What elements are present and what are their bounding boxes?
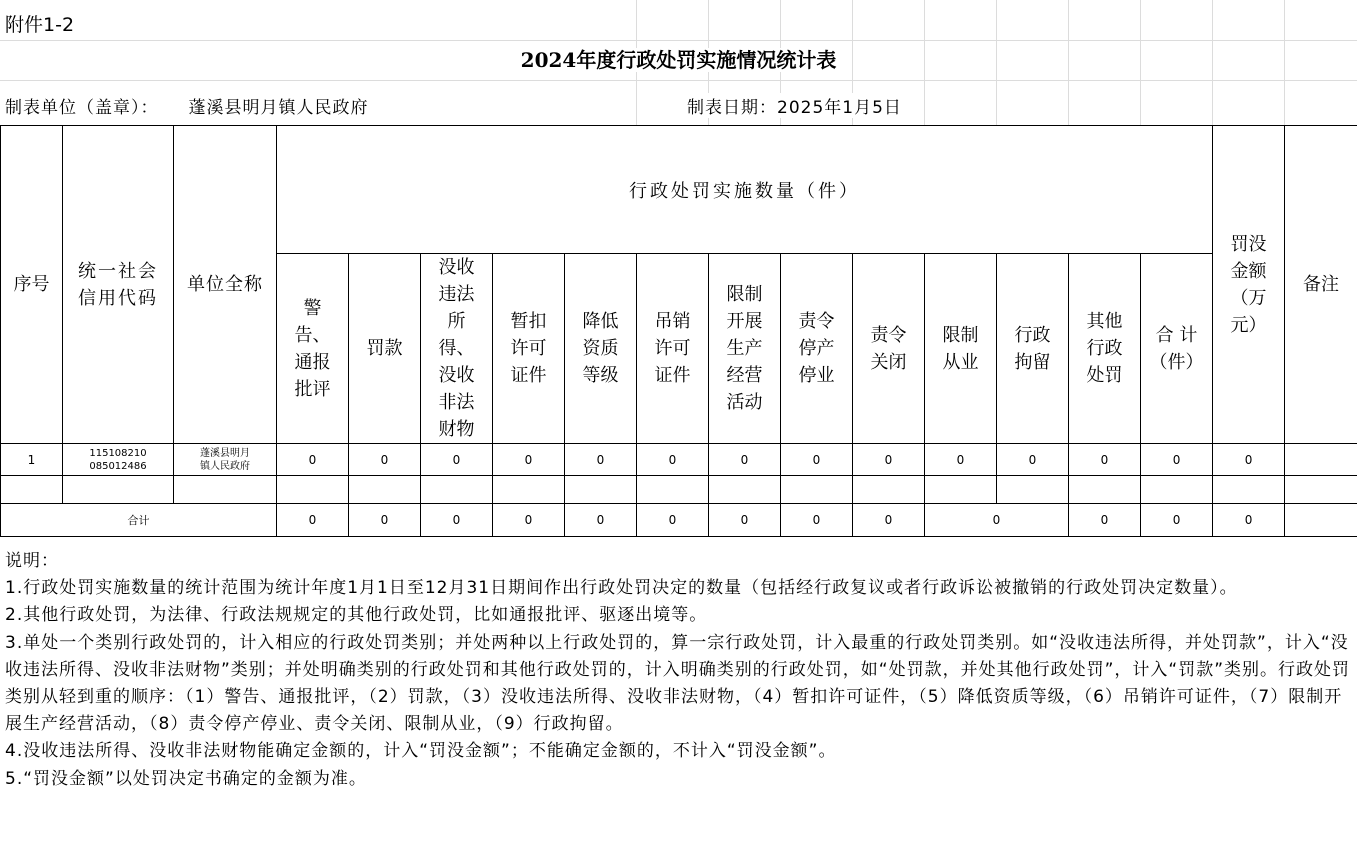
row1-credit-code bbox=[63, 444, 174, 476]
unit-line bbox=[5, 93, 369, 118]
total-value: 0 bbox=[709, 504, 781, 537]
attachment-label: 附件1-2 bbox=[5, 10, 78, 37]
total-value: 0 bbox=[853, 504, 925, 537]
row1-name-line2: 镇人民政府 bbox=[200, 460, 250, 472]
row1-name-line1: 蓬溪县明月 bbox=[200, 447, 250, 459]
subheader-lower-qualification bbox=[565, 254, 637, 444]
subheader-fine bbox=[349, 254, 421, 444]
subheader-revoke-license-text: 吊销许可证件 bbox=[654, 311, 691, 386]
total-value: 0 bbox=[565, 504, 637, 537]
row1-value: 0 bbox=[637, 444, 709, 476]
subheader-warning bbox=[277, 254, 349, 444]
note-item: 3.单处一个类别行政处罚的，计入相应的行政处罚类别；并处两种以上行政处罚的，算一宗行政处罚，计入最重的行政处罚类别。如“没收违法所得，并处罚款”，计入“没收违法所得、没收非法财物”类别；并处明确类别的行政处罚和其他行政处罚的，计入明确类别的行政处罚，如“处罚款，并处其他行政处罚”，计入“罚款”类别。行政处罚类别从轻到重的顺序：（1）警告、通报批评，（2）罚款，（3）没收违法所得、没收非法财物，（4）暂扣许可证件，（5）降低资质等级，（6）吊销许可证件，（7）限制开展生产经营活动，（8）责令停产停业、责令关闭、限制从业，（9）行政拘留。 bbox=[5, 632, 1351, 735]
total-value: 0 bbox=[1141, 504, 1213, 537]
notes-section bbox=[5, 548, 1353, 793]
note-item: 1.行政处罚实施数量的统计范围为统计年度1月1日至12月31日期间作出行政处罚决定的数量（包括经行政复议或者行政诉讼被撤销的行政处罚决定数量）。 bbox=[5, 578, 1238, 599]
note-item: 2.其他行政处罚，为法律、行政法规规定的其他行政处罚，比如通报批评、驱逐出境等。 bbox=[5, 605, 708, 626]
row1-value: 0 bbox=[1141, 444, 1213, 476]
subheader-warning-text: 警告、通报批评 bbox=[294, 297, 331, 400]
row1-value: 0 bbox=[925, 444, 997, 476]
title-text: 2024年度行政处罚实施情况统计表 bbox=[515, 48, 843, 72]
header-amount bbox=[1213, 126, 1285, 444]
total-value-merged: 0 bbox=[925, 504, 1069, 537]
table-row-empty bbox=[1, 476, 1357, 504]
row1-value: 0 bbox=[1069, 444, 1141, 476]
note-item: 4.没收违法所得、没收非法财物能确定金额的，计入“罚没金额”；不能确定金额的，不计入“罚没金额”。 bbox=[5, 741, 837, 762]
subheader-detention bbox=[997, 254, 1069, 444]
header-credit-code-text: 统一社会信用代码 bbox=[78, 261, 158, 309]
header-group-text: 行政处罚实施数量（件） bbox=[629, 180, 861, 202]
subheader-order-closure bbox=[853, 254, 925, 444]
subheader-suspend-license bbox=[493, 254, 565, 444]
subheader-order-closure-text: 责令关闭 bbox=[870, 324, 907, 373]
row1-value: 0 bbox=[853, 444, 925, 476]
total-remarks bbox=[1285, 504, 1357, 537]
row1-seq: 1 bbox=[1, 444, 63, 476]
subheader-restrict-operation bbox=[709, 254, 781, 444]
total-value: 0 bbox=[1069, 504, 1141, 537]
table-row-total bbox=[1, 504, 1357, 537]
subheader-total-text: 合 计（件） bbox=[1149, 324, 1204, 373]
subheader-other-penalty-text: 其他行政处罚 bbox=[1086, 311, 1123, 386]
header-group bbox=[277, 126, 1213, 254]
row1-amount: 0 bbox=[1213, 444, 1285, 476]
date-label: 制表日期：2025年1月5日 bbox=[687, 93, 902, 118]
subheader-order-suspension bbox=[781, 254, 853, 444]
subheader-restrict-operation-text: 限制开展生产经营活动 bbox=[726, 284, 763, 413]
table-row bbox=[1, 444, 1357, 476]
total-value: 0 bbox=[421, 504, 493, 537]
subheader-confiscation-text: 没收违法所得、没收非法财物 bbox=[438, 257, 475, 440]
total-value: 0 bbox=[277, 504, 349, 537]
header-seq bbox=[1, 126, 63, 444]
header-credit-code bbox=[63, 126, 174, 444]
row1-code-line2: 085012486 bbox=[89, 460, 147, 472]
row1-value: 0 bbox=[565, 444, 637, 476]
row1-value: 0 bbox=[493, 444, 565, 476]
subheader-confiscation bbox=[421, 254, 493, 444]
subheader-fine-text: 罚款 bbox=[366, 338, 403, 359]
statistics-table bbox=[0, 125, 1357, 537]
row1-value: 0 bbox=[349, 444, 421, 476]
row1-value: 0 bbox=[997, 444, 1069, 476]
page-title bbox=[0, 44, 1357, 73]
unit-name: 蓬溪县明月镇人民政府 bbox=[188, 98, 369, 118]
total-value: 0 bbox=[349, 504, 421, 537]
subheader-other-penalty bbox=[1069, 254, 1141, 444]
header-remarks bbox=[1285, 126, 1357, 444]
row1-value: 0 bbox=[277, 444, 349, 476]
row1-unit-name bbox=[174, 444, 277, 476]
total-value: 0 bbox=[493, 504, 565, 537]
subheader-detention-text: 行政拘留 bbox=[1014, 324, 1051, 373]
header-amount-text: 罚没金额（万元） bbox=[1230, 233, 1267, 336]
note-item: 5.“罚没金额”以处罚决定书确定的金额为准。 bbox=[5, 768, 367, 789]
header-remarks-text: 备注 bbox=[1303, 274, 1340, 295]
total-value: 0 bbox=[781, 504, 853, 537]
unit-label: 制表单位（盖章）： bbox=[5, 98, 159, 118]
header-seq-text: 序号 bbox=[13, 274, 50, 295]
subheader-suspend-license-text: 暂扣许可证件 bbox=[510, 311, 547, 386]
row1-value: 0 bbox=[709, 444, 781, 476]
total-value: 0 bbox=[637, 504, 709, 537]
subheader-lower-qualification-text: 降低资质等级 bbox=[582, 311, 619, 386]
total-label: 合计 bbox=[1, 504, 277, 537]
header-unit-name bbox=[174, 126, 277, 444]
header-unit-name-text: 单位全称 bbox=[187, 274, 263, 295]
subheader-revoke-license bbox=[637, 254, 709, 444]
notes-heading: 说明： bbox=[5, 551, 59, 571]
subheader-restrict-practice-text: 限制从业 bbox=[942, 324, 979, 373]
row1-code-line1: 115108210 bbox=[89, 447, 147, 459]
subheader-total bbox=[1141, 254, 1213, 444]
total-amount: 0 bbox=[1213, 504, 1285, 537]
row1-remarks bbox=[1285, 444, 1357, 476]
subheader-order-suspension-text: 责令停产停业 bbox=[798, 311, 835, 386]
subheader-restrict-practice bbox=[925, 254, 997, 444]
row1-value: 0 bbox=[781, 444, 853, 476]
row1-value: 0 bbox=[421, 444, 493, 476]
